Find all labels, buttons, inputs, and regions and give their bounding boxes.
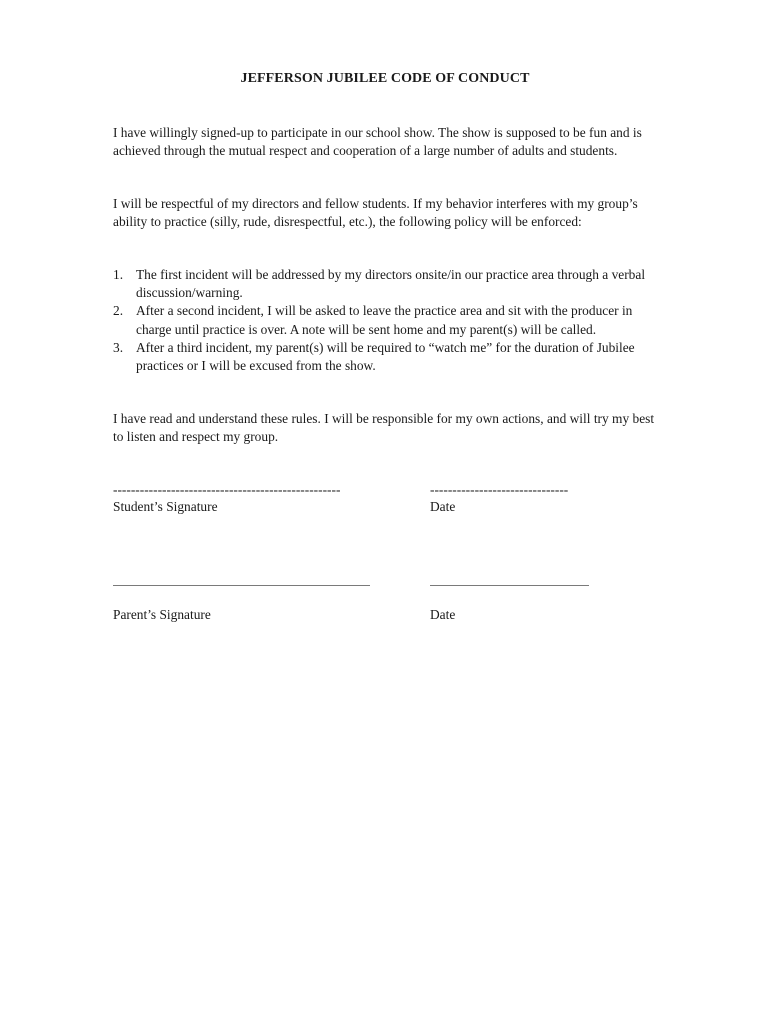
policy-item-text: After a second incident, I will be asked to leave the practice area and sit with the producer in charge until practice is over. A note will be sent home and my parent(s) will be called. (136, 303, 633, 337)
policy-item-text: The first incident will be addressed by my directors onsite/in our practice area through a verbal discussion/warning. (136, 267, 646, 301)
student-date-label: Date (430, 499, 456, 514)
respect-paragraph: I will be respectful of my directors and fellow students. If my behavior interferes with my group’s ability to practice (silly, rude, disrespectful, etc.), the following policy will be enforced: (113, 196, 638, 230)
student-date-line[interactable]: ------------------------------- (430, 482, 569, 497)
policy-item-number: 3. (113, 339, 124, 355)
parent-date-label: Date (430, 607, 456, 622)
policy-item-text: After a third incident, my parent(s) will be required to “watch me” for the duration of Jubilee practices or I will be excused from the show. (136, 339, 635, 374)
document-title: JEFFERSON JUBILEE CODE OF CONDUCT (240, 71, 530, 86)
policy-item-number: 1. (113, 267, 124, 282)
policy-item (113, 266, 661, 302)
student-signature-label: Student’s Signature (113, 499, 218, 514)
policy-item (113, 339, 661, 375)
student-signature-line[interactable]: --------------------------------------------------- (113, 482, 341, 497)
parent-date-line[interactable] (430, 585, 589, 586)
policy-list (113, 266, 661, 375)
intro-paragraph: I have willingly signed-up to participate in our school show. The show is supposed to be fun and is achieved through the mutual respect and cooperation of a large number of adults and students. (113, 125, 642, 159)
parent-signature-line[interactable] (113, 585, 370, 586)
policy-item-number: 2. (113, 303, 124, 319)
parent-signature-label: Parent’s Signature (113, 607, 211, 622)
closing-paragraph: I have read and understand these rules. I will be responsible for my own actions, and will try my best to listen and respect my group. (113, 411, 655, 445)
policy-item (113, 302, 661, 338)
